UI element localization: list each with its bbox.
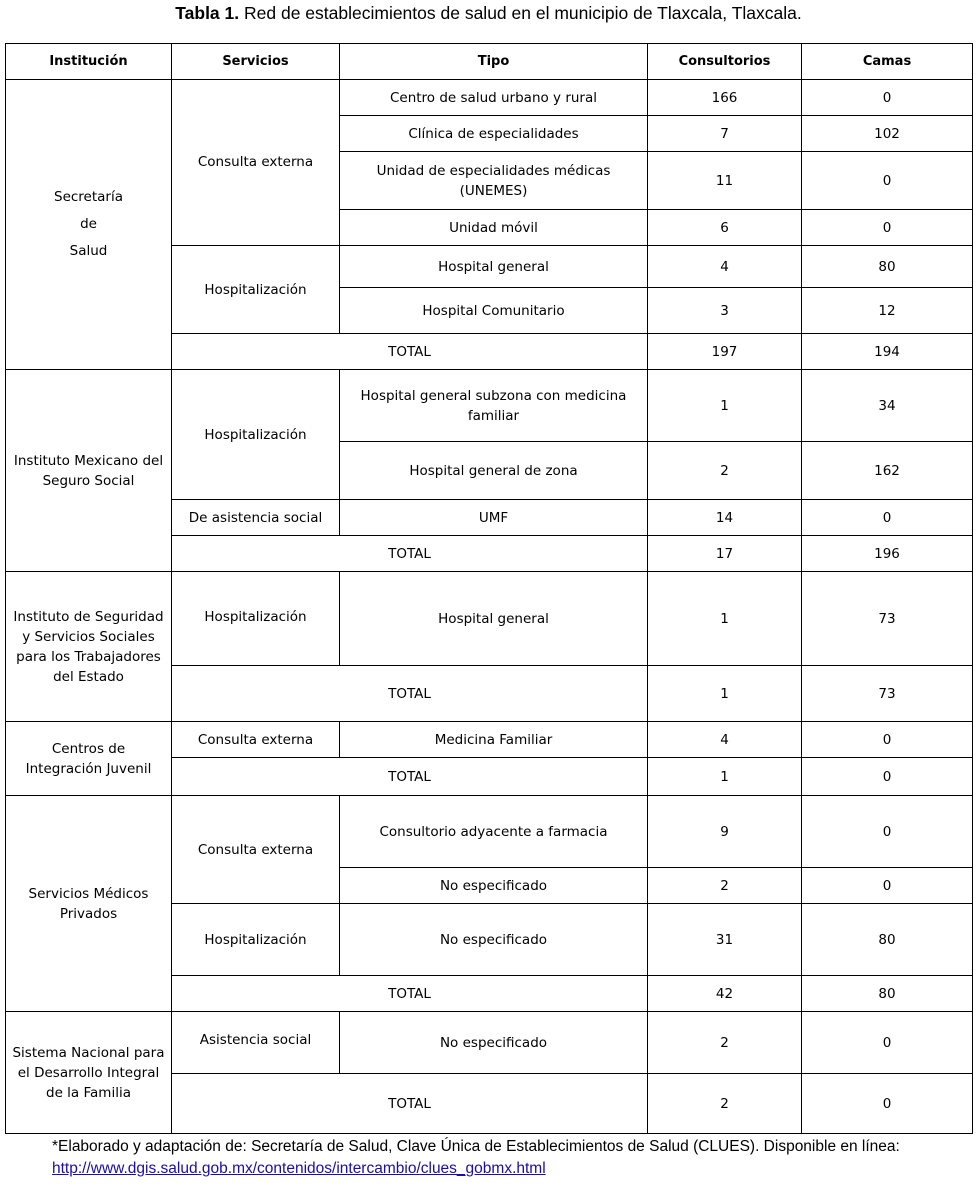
table-title <box>0 3 977 24</box>
cell-consultorios: 2 <box>648 442 802 500</box>
cell-camas: 0 <box>802 868 973 904</box>
service-consulta-externa: Consulta externa <box>172 796 340 904</box>
source-note <box>52 1136 952 1180</box>
service-hospitalizacion: Hospitalización <box>172 904 340 976</box>
institution-line: de <box>80 216 97 232</box>
cell-consultorios: 6 <box>648 210 802 246</box>
cell-camas: 0 <box>802 796 973 868</box>
total-consultorios: 1 <box>648 666 802 722</box>
total-camas: 0 <box>802 758 973 796</box>
cell-consultorios: 7 <box>648 116 802 152</box>
cell-consultorios: 2 <box>648 1012 802 1074</box>
cell-camas: 0 <box>802 210 973 246</box>
total-camas: 194 <box>802 334 973 370</box>
cell-consultorios: 2 <box>648 868 802 904</box>
cell-tipo: No especificado <box>340 868 648 904</box>
total-camas: 0 <box>802 1074 973 1134</box>
cell-tipo: UMF <box>340 500 648 536</box>
cell-camas: 80 <box>802 246 973 288</box>
cell-camas: 73 <box>802 572 973 666</box>
cell-tipo: Hospital Comunitario <box>340 288 648 334</box>
institution-cij: Centros de Integración Juvenil <box>6 722 172 796</box>
header-camas: Camas <box>802 44 973 80</box>
cell-tipo: Hospital general <box>340 572 648 666</box>
cell-camas: 0 <box>802 722 973 758</box>
header-consultorios: Consultorios <box>648 44 802 80</box>
cell-consultorios: 1 <box>648 370 802 442</box>
cell-camas: 0 <box>802 500 973 536</box>
total-camas: 80 <box>802 976 973 1012</box>
cell-tipo: Centro de salud urbano y rural <box>340 80 648 116</box>
institution-issste: Instituto de Seguridad y Servicios Sociales para los Trabajadores del Estado <box>6 572 172 722</box>
source-link[interactable]: http://www.dgis.salud.gob.mx/contenidos/intercambio/clues_gobmx.html <box>52 1160 546 1177</box>
service-consulta-externa: Consulta externa <box>172 722 340 758</box>
cell-tipo: Unidad móvil <box>340 210 648 246</box>
table-header-row <box>6 44 973 80</box>
cell-consultorios: 4 <box>648 246 802 288</box>
service-hospitalizacion: Hospitalización <box>172 246 340 334</box>
table-row <box>6 1012 973 1074</box>
total-label: TOTAL <box>172 334 648 370</box>
total-label: TOTAL <box>172 1074 648 1134</box>
total-consultorios: 2 <box>648 1074 802 1134</box>
cell-tipo: No especificado <box>340 1012 648 1074</box>
cell-tipo: Hospital general subzona con medicina familiar <box>340 370 648 442</box>
institution-secretaria-salud <box>6 80 172 370</box>
cell-consultorios: 31 <box>648 904 802 976</box>
total-consultorios: 1 <box>648 758 802 796</box>
total-label: TOTAL <box>172 536 648 572</box>
institution-line: Secretaría <box>54 189 123 205</box>
cell-camas: 80 <box>802 904 973 976</box>
cell-camas: 0 <box>802 1012 973 1074</box>
service-hospitalizacion: Hospitalización <box>172 370 340 500</box>
cell-tipo: Hospital general <box>340 246 648 288</box>
total-consultorios: 197 <box>648 334 802 370</box>
table-title-text: Red de establecimientos de salud en el municipio de Tlaxcala, Tlaxcala. <box>244 3 802 23</box>
institution-imss: Instituto Mexicano del Seguro Social <box>6 370 172 572</box>
cell-consultorios: 166 <box>648 80 802 116</box>
total-consultorios: 42 <box>648 976 802 1012</box>
cell-camas: 162 <box>802 442 973 500</box>
total-label: TOTAL <box>172 976 648 1012</box>
cell-consultorios: 1 <box>648 572 802 666</box>
source-note-text: *Elaborado y adaptación de: Secretaría de Salud, Clave Única de Establecimientos de Salud (CLUES). Disponible en línea: <box>52 1138 900 1155</box>
total-consultorios: 17 <box>648 536 802 572</box>
cell-camas: 0 <box>802 152 973 210</box>
cell-consultorios: 14 <box>648 500 802 536</box>
service-asistencia-social: De asistencia social <box>172 500 340 536</box>
service-hospitalizacion: Hospitalización <box>172 572 340 666</box>
cell-tipo: Hospital general de zona <box>340 442 648 500</box>
cell-tipo: Unidad de especialidades médicas (UNEMES) <box>340 152 648 210</box>
cell-camas: 102 <box>802 116 973 152</box>
health-facilities-table <box>5 43 973 1134</box>
table-row <box>6 80 973 116</box>
service-asistencia-social: Asistencia social <box>172 1012 340 1074</box>
total-camas: 196 <box>802 536 973 572</box>
cell-tipo: Medicina Familiar <box>340 722 648 758</box>
cell-tipo: No especificado <box>340 904 648 976</box>
cell-tipo: Consultorio adyacente a farmacia <box>340 796 648 868</box>
cell-camas: 0 <box>802 80 973 116</box>
service-consulta-externa: Consulta externa <box>172 80 340 246</box>
cell-consultorios: 4 <box>648 722 802 758</box>
table-row <box>6 796 973 868</box>
table-row <box>6 370 973 442</box>
header-institucion: Institución <box>6 44 172 80</box>
cell-camas: 12 <box>802 288 973 334</box>
total-label: TOTAL <box>172 666 648 722</box>
cell-consultorios: 3 <box>648 288 802 334</box>
institution-line: Salud <box>69 243 108 259</box>
cell-consultorios: 9 <box>648 796 802 868</box>
header-tipo: Tipo <box>340 44 648 80</box>
table-row <box>6 572 973 666</box>
cell-consultorios: 11 <box>648 152 802 210</box>
institution-privados: Servicios Médicos Privados <box>6 796 172 1012</box>
table-row <box>6 722 973 758</box>
table-title-label: Tabla 1. <box>175 3 240 23</box>
cell-tipo: Clínica de especialidades <box>340 116 648 152</box>
header-servicios: Servicios <box>172 44 340 80</box>
total-camas: 73 <box>802 666 973 722</box>
institution-dif: Sistema Nacional para el Desarrollo Integral de la Familia <box>6 1012 172 1134</box>
cell-camas: 34 <box>802 370 973 442</box>
total-label: TOTAL <box>172 758 648 796</box>
